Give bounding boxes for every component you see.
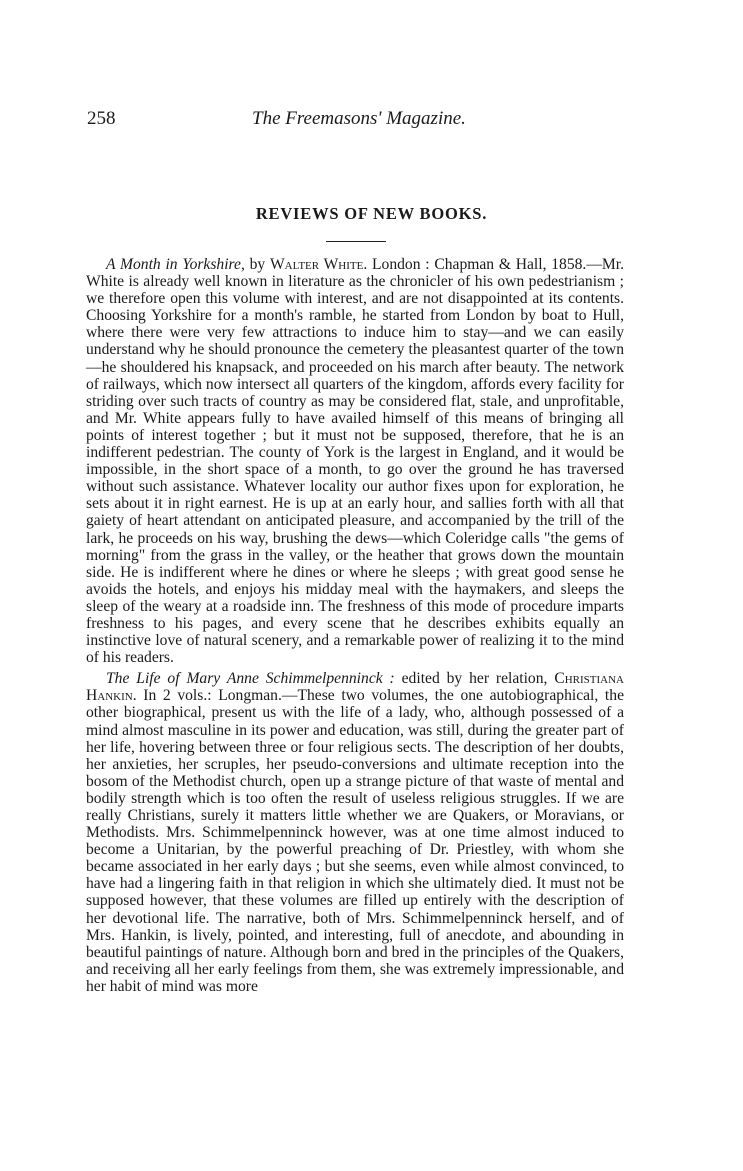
running-title: The Freemasons' Magazine. bbox=[252, 108, 466, 129]
author-intro: by bbox=[244, 256, 270, 273]
review-paragraph bbox=[86, 670, 624, 995]
title-rule bbox=[326, 241, 386, 242]
page-header bbox=[87, 108, 657, 132]
author-intro: edited by her relation, bbox=[394, 670, 555, 688]
review-text: . In 2 vols.: Longman.—These two volumes, the one autobiographical, the other biographical, present us with the life of a lady, who, although possessed of a mind almost masculine in its power and education, was still, during the greater part of her life, hovering between three or four religious sects. The description of her doubts, her anxieties, her scruples, her pseudo-conversions and ultimate reception into the bosom of the Methodist church, open up a strange picture of that waste of mental and bodily strength which is too often the result of useless religious struggles. If we are really Christians, surely it matters little whether we are Quakers, or Moravians, or Methodists. Mrs. Schimmelpenninck however, was at one time almost induced to become a Unitarian, by the powerful preaching of Dr. Priestley, with whom she became associated in her early days ; but she seems, even while almost convinced, to have had a lingering faith in that religion in which she ultimately died. It must not be supposed however, that these volumes are filled up entirely with the description of her devotional life. The narrative, both of Mrs. Schimmelpenninck herself, and of Mrs. Hankin, is lively, pointed, and interesting, full of anecdote, and abounding in beautiful paintings of nature. Although born and bred in the principles of the Quakers, and receiving all her early feelings from them, she was extremely impressionable, and her habit of mind was more bbox=[86, 687, 624, 995]
article-body bbox=[86, 256, 624, 995]
author-name: Christiana Hankin bbox=[86, 670, 625, 705]
book-title: The Life of Mary Anne Schimmelpenninck : bbox=[106, 670, 395, 688]
book-title: A Month in Yorkshire, bbox=[106, 256, 245, 273]
review-text: . London : Chapman & Hall, 1858.—Mr. White is already well known in literature as the chronicler of his own pedestrianism ; we therefore open this volume with interest, and are not disappointed at its contents. Choosing Yorkshire for a month's ramble, he started from London by boat to Hull, where there were very few attractions to induce him to stay—and we can easily understand why he should pronounce the cemetery the pleasantest quarter of the town—he shouldered his knapsack, and proceeded on his march after beauty. The network of railways, which now intersect all quarters of the kingdom, affords every facility for striding over such tracts of country as may be considered flat, stale, and unprofitable, and Mr. White appears fully to have availed himself of this means of bringing all points of interest together ; but it must not be supposed, therefore, that he is an indifferent pedestrian. The county of York is the largest in England, and it would be impossible, in the short space of a month, to go over the ground he has traversed without such assistance. Whatever locality our author fixes upon for exploration, he sets about it in right earnest. He is up at an early hour, and sallies forth with all that gaiety of heart attendant on anticipated pleasure, and accompanied by the trill of the lark, he proceeds on his way, brushing the dews—which Coleridge calls "the gems of morning" from the grass in the valley, or the heather that grows down the mountain side. He is indifferent where he dines or where he sleeps ; with great good sense he avoids the hotels, and enjoys his midday meal with the haymakers, and sleeps the sleep of the weary at a roadside inn. The freshness of this mode of procedure imparts freshness to his pages, and every scene that he describes exhibits equally an instinctive love of natural scenery, and a remarkable power of realizing it to the mind of his readers. bbox=[86, 256, 625, 667]
page-number: 258 bbox=[87, 108, 116, 129]
author-name: Walter White bbox=[269, 256, 364, 273]
section-title: REVIEWS OF NEW BOOKS. bbox=[255, 204, 488, 223]
review-paragraph bbox=[86, 256, 624, 666]
